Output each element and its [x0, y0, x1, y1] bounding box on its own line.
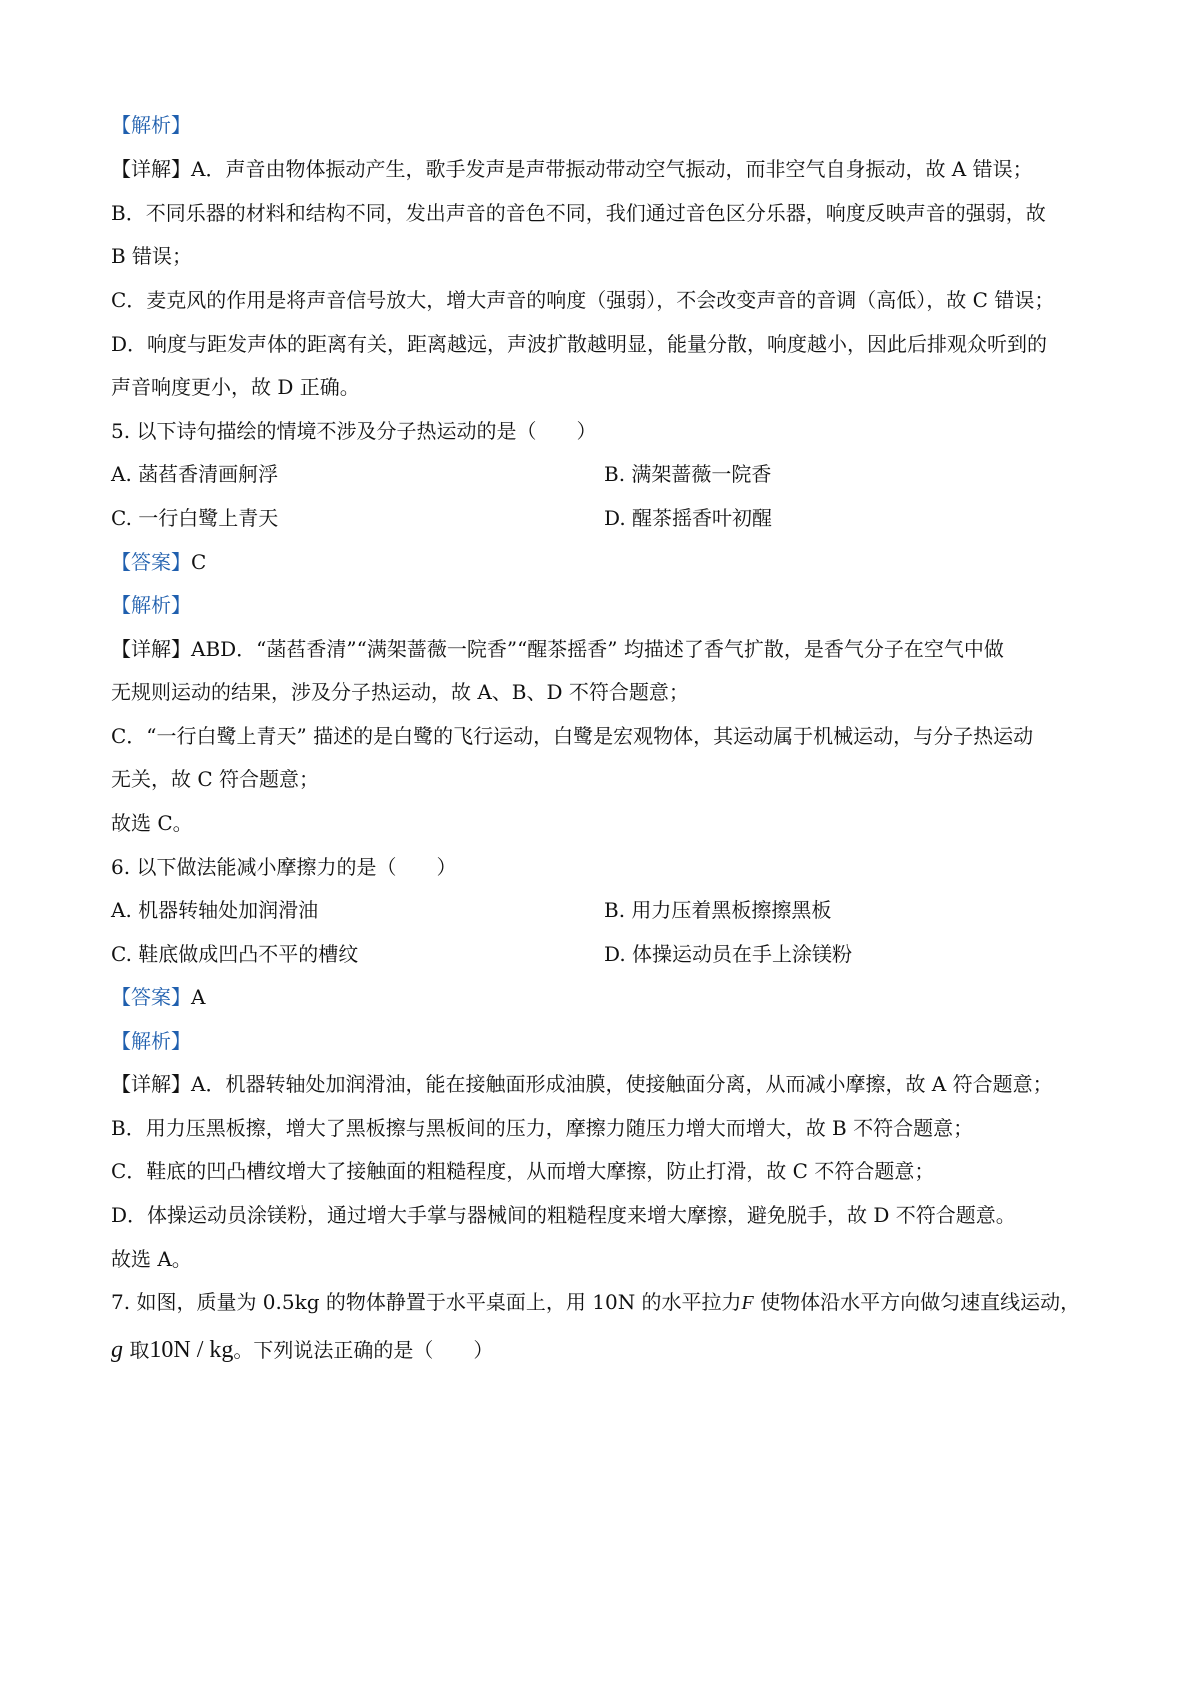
detail-text: 无规则运动的结果，涉及分子热运动，故 A、B、D 不符合题意；: [111, 680, 689, 704]
question-7-stem-line-2: [111, 1336, 1101, 1364]
detail-text: 故选 A。: [111, 1247, 192, 1271]
detail-text: A．声音由物体振动产生，歌手发声是声带振动带动空气振动，而非空气自身振动，故 A 错误；: [191, 157, 1033, 181]
answer-tag: 【答案】: [111, 550, 191, 574]
question-6-detail-1: [111, 1070, 1101, 1098]
detail-text: 无关，故 C 符合题意；: [111, 767, 320, 791]
question-stem: 6. 以下做法能减小摩擦力的是（ ）: [111, 855, 457, 879]
detail-tag: 【详解】: [111, 157, 191, 181]
question-6-stem: [111, 853, 1101, 881]
detail-text: B 错误；: [111, 244, 193, 268]
question-6-analysis-heading: [111, 1027, 1101, 1055]
question-5-option-c: C. 一行白鹭上青天: [111, 506, 279, 530]
question-5-stem: [111, 417, 1101, 445]
question-6-detail-2: [111, 1114, 1101, 1142]
question-5-detail-3: [111, 722, 1101, 750]
question-6-option-b: B. 用力压着黑板擦擦黑板: [604, 898, 832, 922]
detail-tag: 【详解】: [111, 1072, 191, 1096]
question-stem: 7. 如图，质量为 0.5kg 的物体静置于水平桌面上，用 10N 的水平拉力: [111, 1290, 742, 1314]
question-5-option-b: B. 满架蔷薇一院香: [604, 462, 772, 486]
detail-tag: 【详解】: [111, 637, 191, 661]
question-6-detail-3: [111, 1157, 1101, 1185]
analysis-heading-q4: [111, 111, 1101, 139]
question-stem: 使物体沿水平方向做匀速直线运动，: [753, 1290, 1081, 1314]
question-6-option-c: C. 鞋底做成凹凸不平的槽纹: [111, 942, 359, 966]
question-5-detail-4: [111, 765, 1101, 793]
question-5-detail-2: [111, 678, 1101, 706]
detail-line-q4-a: [111, 155, 1101, 183]
question-stem: 取: [123, 1338, 150, 1362]
question-stem: 。下列说法正确的是（ ）: [233, 1338, 494, 1362]
detail-text: D．响度与距发声体的距离有关，距离越远，声波扩散越明显，能量分散，响度越小，因此后排观众听到的: [111, 332, 1048, 356]
question-6-detail-4: [111, 1201, 1101, 1229]
detail-text: C．麦克风的作用是将声音信号放大，增大声音的响度（强弱），不会改变声音的音调（高低），故 C 错误；: [111, 288, 1055, 312]
detail-text: C．鞋底的凹凸槽纹增大了接触面的粗糙程度，从而增大摩擦，防止打滑，故 C 不符合题意；: [111, 1159, 935, 1183]
answer-value: C: [191, 550, 207, 574]
question-5-detail-1: [111, 635, 1101, 663]
question-6-option-d: D. 体操运动员在手上涂镁粉: [604, 942, 853, 966]
detail-line-q4-d2: [111, 373, 1101, 401]
question-7-stem-line-1: [111, 1288, 1101, 1317]
question-5-option-d: D. 醒茶摇香叶初醒: [604, 506, 773, 530]
detail-line-q4-c: [111, 286, 1101, 314]
question-5-analysis-heading: [111, 591, 1101, 619]
analysis-tag: 【解析】: [111, 1029, 191, 1053]
detail-text: B．用力压黑板擦，增大了黑板擦与黑板间的压力，摩擦力随压力增大而增大，故 B 不符合题意；: [111, 1116, 974, 1140]
question-6-option-a: A. 机器转轴处加润滑油: [111, 898, 319, 922]
question-6-conclusion: [111, 1245, 1101, 1273]
detail-text: 故选 C。: [111, 811, 193, 835]
detail-text: ABD．“菡萏香清”“满架蔷薇一院香”“醒茶摇香” 均描述了香气扩散，是香气分子在空气中做: [191, 637, 1004, 661]
question-5-answer: [111, 548, 1101, 576]
detail-text: A．机器转轴处加润滑油，能在接触面形成油膜，使接触面分离，从而减小摩擦，故 A 符合题意；: [191, 1072, 1053, 1096]
answer-value: A: [191, 985, 206, 1009]
detail-text: 声音响度更小，故 D 正确。: [111, 375, 360, 399]
question-6-answer: [111, 983, 1101, 1011]
analysis-tag: 【解析】: [111, 113, 191, 137]
question-5-option-a: A. 菡萏香清画舸浮: [111, 462, 279, 486]
analysis-tag: 【解析】: [111, 593, 191, 617]
question-stem: 5. 以下诗句描绘的情境不涉及分子热运动的是（ ）: [111, 419, 597, 443]
detail-text: C．“一行白鹭上青天” 描述的是白鹭的飞行运动，白鹭是宏观物体，其运动属于机械运动，与分子热运动: [111, 724, 1034, 748]
gravity-unit: 10N / kg: [149, 1337, 234, 1363]
detail-text: D．体操运动员涂镁粉，通过增大手掌与器械间的粗糙程度来增大摩擦，避免脱手，故 D 不符合题意。: [111, 1203, 1016, 1227]
question-5-conclusion: [111, 809, 1101, 837]
force-variable: F: [741, 1292, 754, 1314]
detail-line-q4-d1: [111, 330, 1101, 358]
detail-line-q4-b2: [111, 242, 1101, 270]
answer-tag: 【答案】: [111, 985, 191, 1009]
detail-line-q4-b1: [111, 199, 1101, 227]
gravity-variable: g: [111, 1337, 123, 1363]
detail-text: B．不同乐器的材料和结构不同，发出声音的音色不同，我们通过音色区分乐器，响度反映声音的强弱，故: [111, 201, 1046, 225]
